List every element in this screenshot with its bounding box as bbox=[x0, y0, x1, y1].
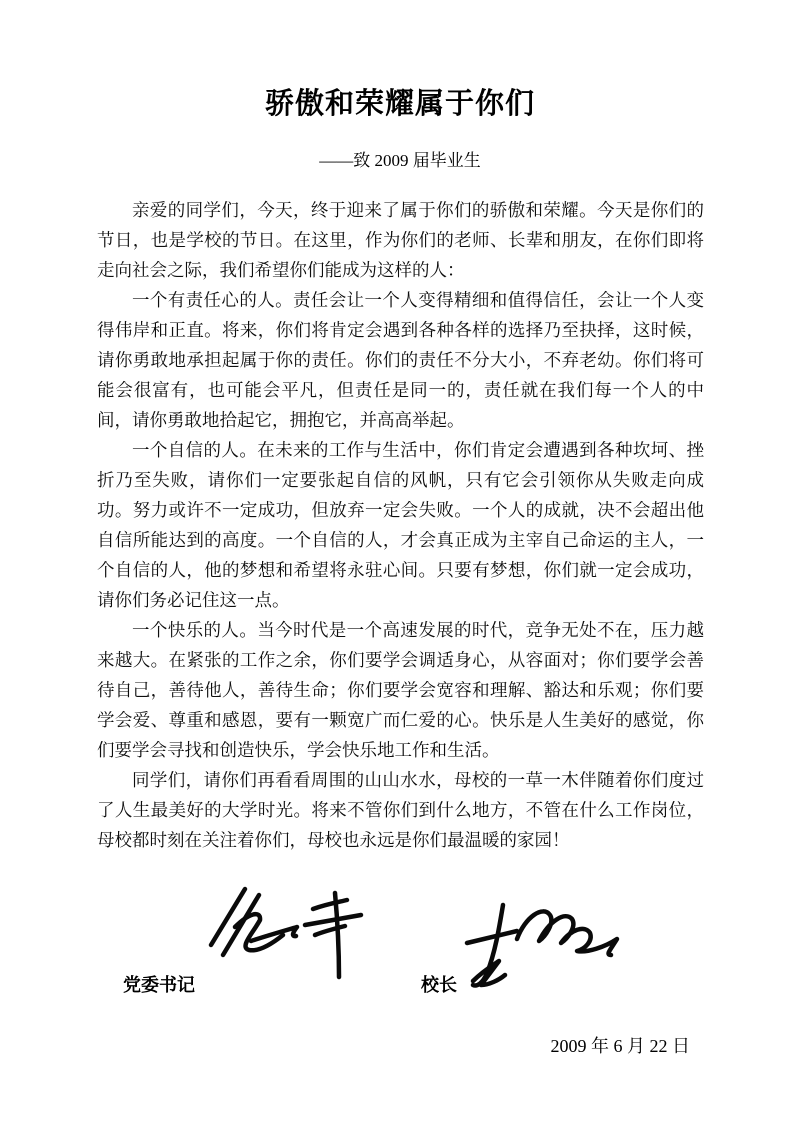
signature-block bbox=[97, 893, 704, 1011]
principal-signature bbox=[453, 895, 633, 995]
secretary-title-label: 党委书记 bbox=[123, 975, 195, 995]
secretary-signature bbox=[189, 883, 394, 983]
paragraph-confidence: 一个自信的人。在未来的工作与生活中，你们肯定会遭遇到各种坎坷、挫折乃至失败，请你们一定要张起自信的风帆，只有它会引领你从失败走向成功。努力或许不一定成功，但放弃一定会失败。一个人的成就，决不会超出他自信所能达到的高度。一个自信的人，才会真正成为主宰自己命运的主人，一个自信的人，他的梦想和希望将永驻心间。只要有梦想，你们就一定会成功，请你们务必记住这一点。 bbox=[97, 440, 704, 610]
principal-title-label: 校长 bbox=[421, 975, 457, 995]
paragraph-greeting: 亲爱的同学们，今天，终于迎来了属于你们的骄傲和荣耀。今天是你们的节日，也是学校的节日。在这里，作为你们的老师、长辈和朋友，在你们即将走向社会之际，我们希望你们能成为这样的人： bbox=[97, 200, 704, 280]
page-title: 骄傲和荣耀属于你们 bbox=[264, 88, 535, 120]
page-subtitle: ——致 2009 届毕业生 bbox=[319, 151, 481, 170]
document-date: 2009 年 6 月 22 日 bbox=[550, 1036, 690, 1056]
paragraph-responsibility: 一个有责任心的人。责任会让一个人变得精细和值得信任，会让一个人变得伟岸和正直。将来，你们将肯定会遇到各种各样的选择乃至抉择，这时候，请你勇敢地承担起属于你的责任。你们的责任不分大小，不弃老幼。你们将可能会很富有，也可能会平凡，但责任是同一的，责任就在我们每一个人的中间，请你勇敢地拾起它，拥抱它，并高高举起。 bbox=[97, 290, 704, 430]
paragraph-farewell: 同学们，请你们再看看周围的山山水水，母校的一草一木伴随着你们度过了人生最美好的大学时光。将来不管你们到什么地方，不管在什么工作岗位，母校都时刻在关注着你们，母校也永远是你们最温暖的家园！ bbox=[97, 770, 704, 850]
paragraph-happiness: 一个快乐的人。当今时代是一个高速发展的时代，竞争无处不在，压力越来越大。在紧张的工作之余，你们要学会调适身心，从容面对；你们要学会善待自己，善待他人，善待生命；你们要学会宽容和理解、豁达和乐观；你们要学会爱、尊重和感恩，要有一颗宽广而仁爱的心。快乐是人生美好的感觉，你们要学会寻找和创造快乐，学会快乐地工作和生活。 bbox=[97, 620, 704, 760]
document-body bbox=[97, 195, 704, 855]
